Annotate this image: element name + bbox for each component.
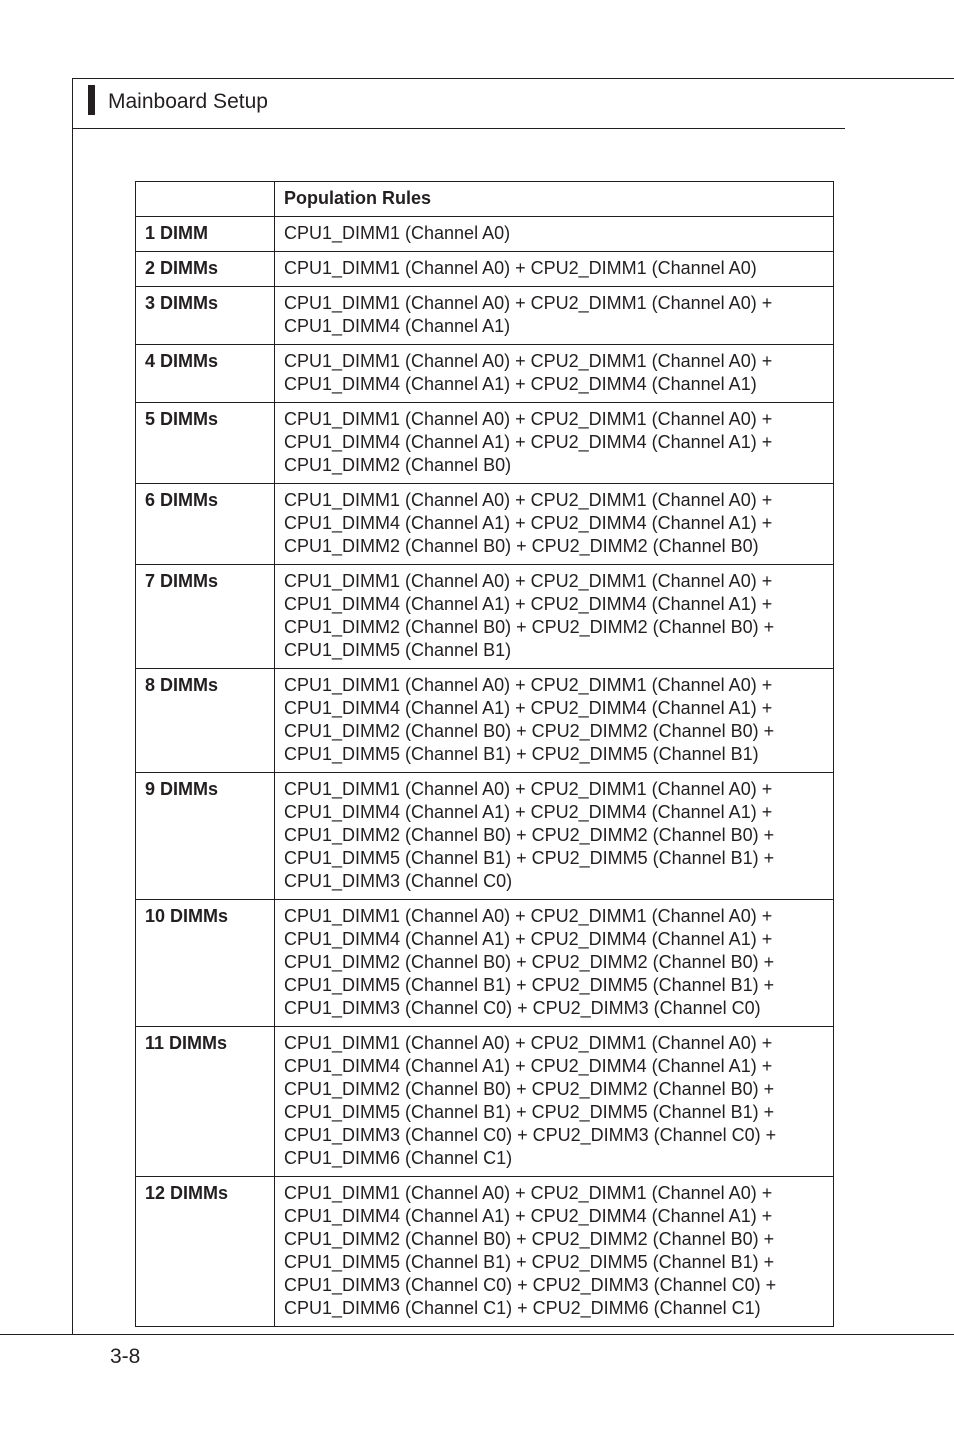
population-rule-cell: CPU1_DIMM1 (Channel A0) + CPU2_DIMM1 (Channel A0) + CPU1_DIMM4 (Channel A1) + CPU2_DIMM4 (Channel A1) + CPU1_DIMM2 (Channel B0) + CPU2_DIMM2 (Channel B0) + CPU1_DIMM5 (Channel B1) + CPU2_DIMM5 (Channel B1) + CPU1_DIMM3 (Channel C0) [275,773,834,900]
population-rule-cell: CPU1_DIMM1 (Channel A0) + CPU2_DIMM1 (Channel A0) [275,252,834,287]
dimm-count-cell: 1 DIMM [136,217,275,252]
dimm-count-cell: 2 DIMMs [136,252,275,287]
dimm-count-cell: 4 DIMMs [136,345,275,403]
section-title: Mainboard Setup [108,90,268,113]
column-header-population-rules: Population Rules [275,182,834,217]
page-frame-bottom-rule [0,1334,954,1335]
table-row [136,252,834,287]
population-rule-cell: CPU1_DIMM1 (Channel A0) + CPU2_DIMM1 (Channel A0) + CPU1_DIMM4 (Channel A1) + CPU2_DIMM4 (Channel A1) + CPU1_DIMM2 (Channel B0) + CPU2_DIMM2 (Channel B0) + CPU1_DIMM5 (Channel B1) + CPU2_DIMM5 (Channel B1) [275,669,834,773]
page-frame-left-rule [72,78,73,1335]
dimm-count-cell: 11 DIMMs [136,1027,275,1177]
population-rule-cell: CPU1_DIMM1 (Channel A0) + CPU2_DIMM1 (Channel A0) + CPU1_DIMM4 (Channel A1) + CPU2_DIMM4 (Channel A1) + CPU1_DIMM2 (Channel B0) + CPU2_DIMM2 (Channel B0) + CPU1_DIMM5 (Channel B1) + CPU2_DIMM5 (Channel B1) + CPU1_DIMM3 (Channel C0) + CPU2_DIMM3 (Channel C0) + CPU1_DIMM6 (Channel C1) [275,1027,834,1177]
page-frame-top-rule [72,78,954,79]
table-row [136,669,834,773]
page-number: 3-8 [110,1345,141,1368]
table-row [136,217,834,252]
table-row [136,1177,834,1327]
table-row [136,484,834,565]
table-row [136,565,834,669]
dimm-count-cell: 8 DIMMs [136,669,275,773]
population-rule-cell: CPU1_DIMM1 (Channel A0) + CPU2_DIMM1 (Channel A0) + CPU1_DIMM4 (Channel A1) + CPU2_DIMM4 (Channel A1) [275,345,834,403]
dimm-count-cell: 12 DIMMs [136,1177,275,1327]
population-rule-cell: CPU1_DIMM1 (Channel A0) + CPU2_DIMM1 (Channel A0) + CPU1_DIMM4 (Channel A1) + CPU2_DIMM4 (Channel A1) + CPU1_DIMM2 (Channel B0) + CPU2_DIMM2 (Channel B0) + CPU1_DIMM5 (Channel B1) + CPU2_DIMM5 (Channel B1) + CPU1_DIMM3 (Channel C0) + CPU2_DIMM3 (Channel C0) [275,900,834,1027]
header-rule [72,128,845,129]
population-rule-cell: CPU1_DIMM1 (Channel A0) + CPU2_DIMM1 (Channel A0) + CPU1_DIMM4 (Channel A1) + CPU2_DIMM4 (Channel A1) + CPU1_DIMM2 (Channel B0) + CPU2_DIMM2 (Channel B0) + CPU1_DIMM5 (Channel B1) + CPU2_DIMM5 (Channel B1) + CPU1_DIMM3 (Channel C0) + CPU2_DIMM3 (Channel C0) + CPU1_DIMM6 (Channel C1) + CPU2_DIMM6 (Channel C1) [275,1177,834,1327]
table-header-row [136,182,834,217]
dimm-count-cell: 6 DIMMs [136,484,275,565]
dimm-count-cell: 9 DIMMs [136,773,275,900]
dimm-count-cell: 7 DIMMs [136,565,275,669]
dimm-count-cell: 3 DIMMs [136,287,275,345]
table-row [136,345,834,403]
population-rules-table [135,181,834,1327]
population-rule-cell: CPU1_DIMM1 (Channel A0) + CPU2_DIMM1 (Channel A0) + CPU1_DIMM4 (Channel A1) [275,287,834,345]
population-rule-cell: CPU1_DIMM1 (Channel A0) + CPU2_DIMM1 (Channel A0) + CPU1_DIMM4 (Channel A1) + CPU2_DIMM4 (Channel A1) + CPU1_DIMM2 (Channel B0) [275,403,834,484]
table-row [136,403,834,484]
table-row [136,900,834,1027]
column-header-dimm-count [136,182,275,217]
population-rule-cell: CPU1_DIMM1 (Channel A0) + CPU2_DIMM1 (Channel A0) + CPU1_DIMM4 (Channel A1) + CPU2_DIMM4 (Channel A1) + CPU1_DIMM2 (Channel B0) + CPU2_DIMM2 (Channel B0) + CPU1_DIMM5 (Channel B1) [275,565,834,669]
dimm-count-cell: 5 DIMMs [136,403,275,484]
table-row [136,773,834,900]
header-marker-bar [88,85,95,115]
population-rule-cell: CPU1_DIMM1 (Channel A0) [275,217,834,252]
population-rule-cell: CPU1_DIMM1 (Channel A0) + CPU2_DIMM1 (Channel A0) + CPU1_DIMM4 (Channel A1) + CPU2_DIMM4 (Channel A1) + CPU1_DIMM2 (Channel B0) + CPU2_DIMM2 (Channel B0) [275,484,834,565]
table-row [136,287,834,345]
dimm-count-cell: 10 DIMMs [136,900,275,1027]
table-row [136,1027,834,1177]
